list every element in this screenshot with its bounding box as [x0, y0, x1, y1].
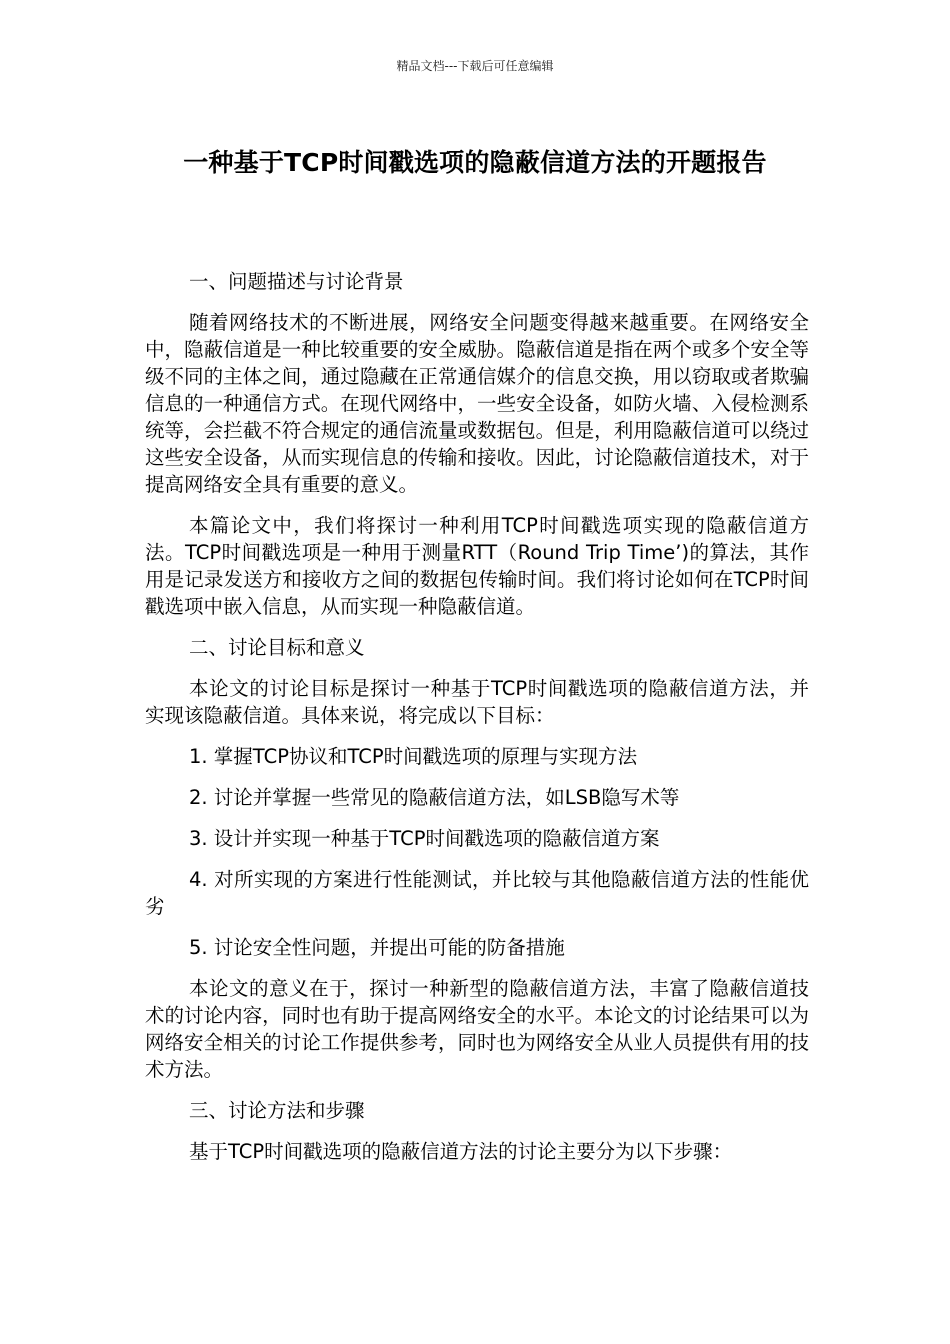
list-item: 3. 设计并实现一种基于TCP时间戳选项的隐蔽信道方案 — [189, 827, 660, 850]
section-heading-1: 一、问题描述与讨论背景 — [189, 270, 404, 293]
list-item: 2. 讨论并掌握一些常见的隐蔽信道方法，如LSB隐写术等 — [189, 786, 680, 809]
paragraph: 本论文的意义在于，探讨一种新型的隐蔽信道方法，丰富了隐蔽信道技术的讨论内容，同时也有助于提高网络安全的水平。本论文的讨论结果可以为网络安全相关的讨论工作提供参考，同时也为网络安全从业人员提供有用的技术方法。 — [145, 977, 809, 1081]
list-item: 5. 讨论安全性问题，并提出可能的防备措施 — [189, 936, 565, 959]
section-heading-2: 二、讨论目标和意义 — [189, 636, 365, 659]
paragraph: 本篇论文中，我们将探讨一种利用TCP时间戳选项实现的隐蔽信道方法。TCP时间戳选项是一种用于测量RTT（Round Trip Time’)的算法，其作用是记录发送方和接收方之间的数据包传输时间。我们将讨论如何在TCP时间戳选项中嵌入信息，从而实现一种隐蔽信道。 — [145, 514, 809, 618]
paragraph: 本论文的讨论目标是探讨一种基于TCP时间戳选项的隐蔽信道方法，并实现该隐蔽信道。具体来说，将完成以下目标： — [145, 677, 809, 727]
paragraph: 基于TCP时间戳选项的隐蔽信道方法的讨论主要分为以下步骤： — [189, 1140, 733, 1163]
section-heading-3: 三、讨论方法和步骤 — [189, 1099, 365, 1122]
document-body — [145, 268, 809, 1179]
header-note: 精品文档---下载后可任意编辑 — [396, 59, 554, 73]
paragraph: 随着网络技术的不断进展，网络安全问题变得越来越重要。在网络安全中，隐蔽信道是一种比较重要的安全威胁。隐蔽信道是指在两个或多个安全等级不同的主体之间，通过隐藏在正常通信媒介的信息交换，用以窃取或者欺骗信息的一种通信方式。在现代网络中，一些安全设备，如防火墙、入侵检测系统等，会拦截不符合规定的通信流量或数据包。但是，利用隐蔽信道可以绕过这些安全设备，从而实现信息的传输和接收。因此，讨论隐蔽信道技术，对于提高网络安全具有重要的意义。 — [145, 311, 809, 496]
list-item: 4. 对所实现的方案进行性能测试，并比较与其他隐蔽信道方法的性能优劣 — [145, 868, 809, 918]
document-title: 一种基于TCP时间戳选项的隐蔽信道方法的开题报告 — [183, 148, 767, 177]
list-item: 1. 掌握TCP协议和TCP时间戳选项的原理与实现方法 — [189, 745, 638, 768]
